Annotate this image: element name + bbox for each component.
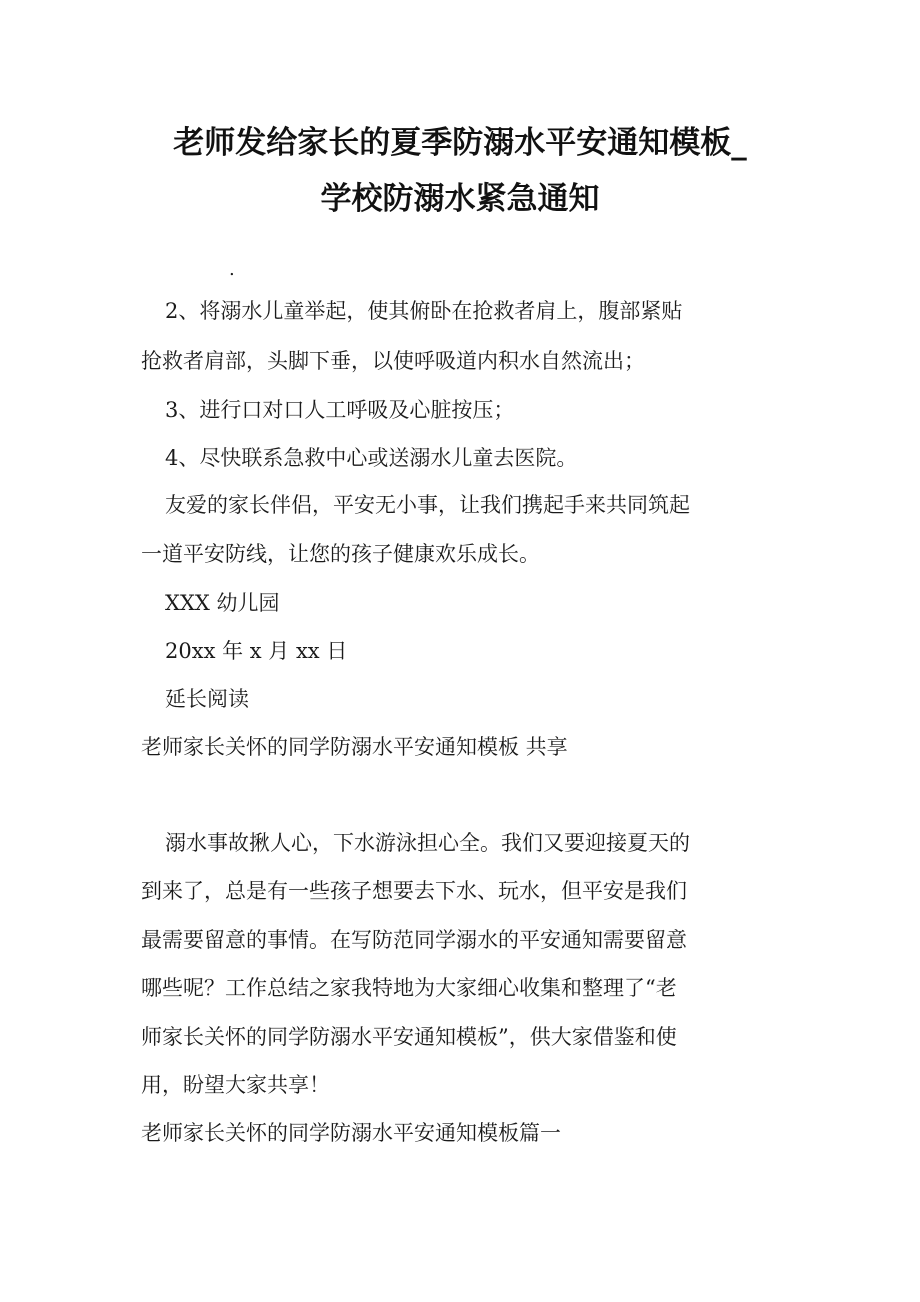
extended-reading-label: 延长阅读 (165, 687, 249, 711)
document-title-line-2: 学校防溺水紧急通知 (320, 181, 600, 217)
paragraph-line: 3、进行口对口人工呼吸及心脏按压； (165, 398, 515, 422)
section-heading: 老师家长关怀的同学防溺水平安通知模板篇一 (141, 1121, 561, 1145)
paragraph-line: 到来了，总是有一些孩子想要去下水、玩水，但平安是我们 (141, 879, 687, 903)
paragraph-line: 2、将溺水儿童举起，使其俯卧在抢救者肩上，腹部紧贴 (165, 299, 683, 323)
separator-dot: . (229, 259, 235, 280)
kindergarten-name: XXX 幼儿园 (165, 591, 280, 615)
paragraph-line: 最需要留意的事情。在写防范同学溺水的平安通知需要留意 (141, 928, 687, 952)
paragraph-line: 师家长关怀的同学防溺水平安通知模板”，供大家借鉴和使 (141, 1025, 677, 1049)
paragraph-line: 友爱的家长伴侣，平安无小事，让我们携起手来共同筑起 (165, 493, 690, 517)
document-title-line-1: 老师发给家长的夏季防溺水平安通知模板_ (173, 125, 747, 161)
paragraph-line: 溺水事故揪人心，下水游泳担心全。我们又要迎接夏天的 (165, 831, 690, 855)
paragraph-line: 4、尽快联系急救中心或送溺水儿童去医院。 (165, 446, 578, 470)
section-heading: 老师家长关怀的同学防溺水平安通知模板 共享 (141, 735, 568, 759)
paragraph-line: 抢救者肩部，头脚下垂，以使呼吸道内积水自然流出； (141, 349, 645, 373)
paragraph-line: 哪些呢？工作总结之家我特地为大家细心收集和整理了“老 (141, 976, 677, 1000)
paragraph-line: 一道平安防线，让您的孩子健康欢乐成长。 (141, 542, 540, 566)
paragraph-line: 用，盼望大家共享！ (141, 1073, 330, 1097)
document-date: 20xx 年 x 月 xx 日 (165, 639, 348, 663)
